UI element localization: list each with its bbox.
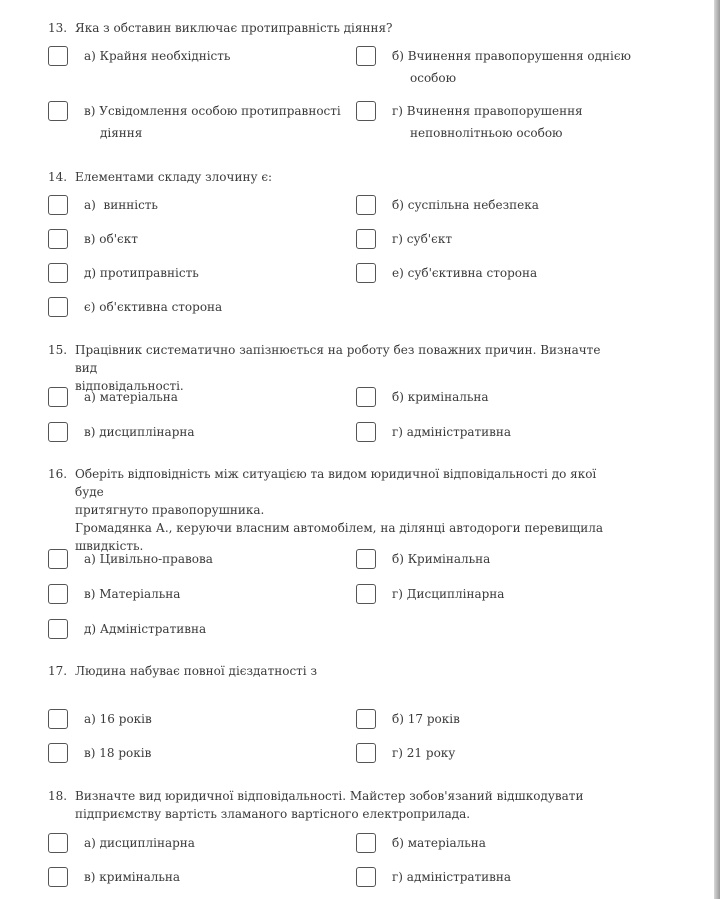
page-edge-shadow	[714, 0, 720, 899]
answer-checkbox[interactable]	[48, 867, 68, 887]
answer-checkbox[interactable]	[356, 833, 376, 853]
option-label: б) матеріальна	[392, 836, 486, 850]
answer-checkbox[interactable]	[356, 867, 376, 887]
answer-checkbox[interactable]	[48, 46, 68, 66]
option-label-continued: діяння	[100, 126, 143, 140]
option-label: е) суб'єктивна сторона	[392, 266, 538, 280]
question-text: Людина набуває повної дієздатності з	[75, 664, 318, 678]
answer-checkbox[interactable]	[48, 263, 68, 283]
answer-checkbox[interactable]	[48, 743, 68, 763]
option-label: б) суспільна небезпека	[392, 198, 539, 212]
option-label: б) кримінальна	[392, 390, 489, 404]
option-label: д) Адміністративна	[84, 622, 207, 636]
option-label: в) Усвідомлення особою протиправності	[84, 104, 341, 118]
question-number: 13.	[48, 21, 68, 35]
answer-checkbox[interactable]	[356, 229, 376, 249]
question-number: 14.	[48, 170, 68, 184]
option-label: а) винність	[84, 198, 158, 212]
question-text: Оберіть відповідність між ситуацією та видом юридичної відповідальності до якої буде притягнуто правопорушника. Громадянка А., керуючи власним автомобілем, на ділянці автодороги перевищила швидкість.	[75, 467, 604, 553]
option-label: б) Кримінальна	[392, 552, 491, 566]
option-label: а) матеріальна	[84, 390, 178, 404]
answer-checkbox[interactable]	[48, 619, 68, 639]
answer-checkbox[interactable]	[48, 422, 68, 442]
answer-checkbox[interactable]	[48, 297, 68, 317]
answer-checkbox[interactable]	[356, 422, 376, 442]
question-text: Працівник систематично запізнюється на роботу без поважних причин. Визначте вид відповідальності.	[75, 343, 601, 393]
option-label: г) адміністративна	[392, 870, 512, 884]
option-label: г) суб'єкт	[392, 232, 452, 246]
question-text: Яка з обставин виключає протиправність діяння?	[75, 21, 393, 35]
answer-checkbox[interactable]	[48, 229, 68, 249]
option-label: а) дисциплінарна	[84, 836, 195, 850]
option-label: а) Крайня необхідність	[84, 49, 231, 63]
option-label-continued: особою	[410, 71, 457, 85]
question-text: Визначте вид юридичної відповідальності. Майстер зобов'язаний відшкодувати підприємству вартість зламаного вартісного електроприлада.	[75, 789, 584, 821]
answer-checkbox[interactable]	[356, 709, 376, 729]
option-label: г) Вчинення правопорушення	[392, 104, 583, 118]
answer-checkbox[interactable]	[48, 709, 68, 729]
answer-checkbox[interactable]	[356, 101, 376, 121]
question-number: 15.	[48, 343, 68, 357]
answer-checkbox[interactable]	[356, 195, 376, 215]
answer-checkbox[interactable]	[48, 101, 68, 121]
question-16	[48, 465, 608, 555]
option-label: г) 21 року	[392, 746, 456, 760]
option-label: г) Дисциплінарна	[392, 587, 505, 601]
option-label: д) протиправність	[84, 266, 199, 280]
answer-checkbox[interactable]	[48, 549, 68, 569]
question-number: 17.	[48, 664, 68, 678]
question-18	[48, 787, 608, 823]
question-number: 18.	[48, 789, 68, 803]
question-14	[48, 168, 608, 186]
answer-checkbox[interactable]	[48, 584, 68, 604]
answer-checkbox[interactable]	[356, 549, 376, 569]
answer-checkbox[interactable]	[48, 195, 68, 215]
question-13	[48, 19, 608, 37]
option-label: а) Цивільно-правова	[84, 552, 213, 566]
option-label-continued: неповнолітньою особою	[410, 126, 563, 140]
option-label: б) 17 років	[392, 712, 460, 726]
option-label: в) кримінальна	[84, 870, 181, 884]
option-label: в) об'єкт	[84, 232, 138, 246]
answer-checkbox[interactable]	[356, 46, 376, 66]
option-label: г) адміністративна	[392, 425, 512, 439]
option-label: в) дисциплінарна	[84, 425, 195, 439]
answer-checkbox[interactable]	[356, 743, 376, 763]
question-number: 16.	[48, 467, 68, 481]
question-text: Елементами складу злочину є:	[75, 170, 273, 184]
question-17	[48, 662, 608, 680]
option-label: в) Матеріальна	[84, 587, 181, 601]
answer-checkbox[interactable]	[356, 387, 376, 407]
option-label: є) об'єктивна сторона	[84, 300, 223, 314]
option-label: а) 16 років	[84, 712, 152, 726]
answer-checkbox[interactable]	[356, 584, 376, 604]
answer-checkbox[interactable]	[356, 263, 376, 283]
option-label: в) 18 років	[84, 746, 152, 760]
option-label: б) Вчинення правопорушення однією	[392, 49, 631, 63]
answer-checkbox[interactable]	[48, 387, 68, 407]
answer-checkbox[interactable]	[48, 833, 68, 853]
